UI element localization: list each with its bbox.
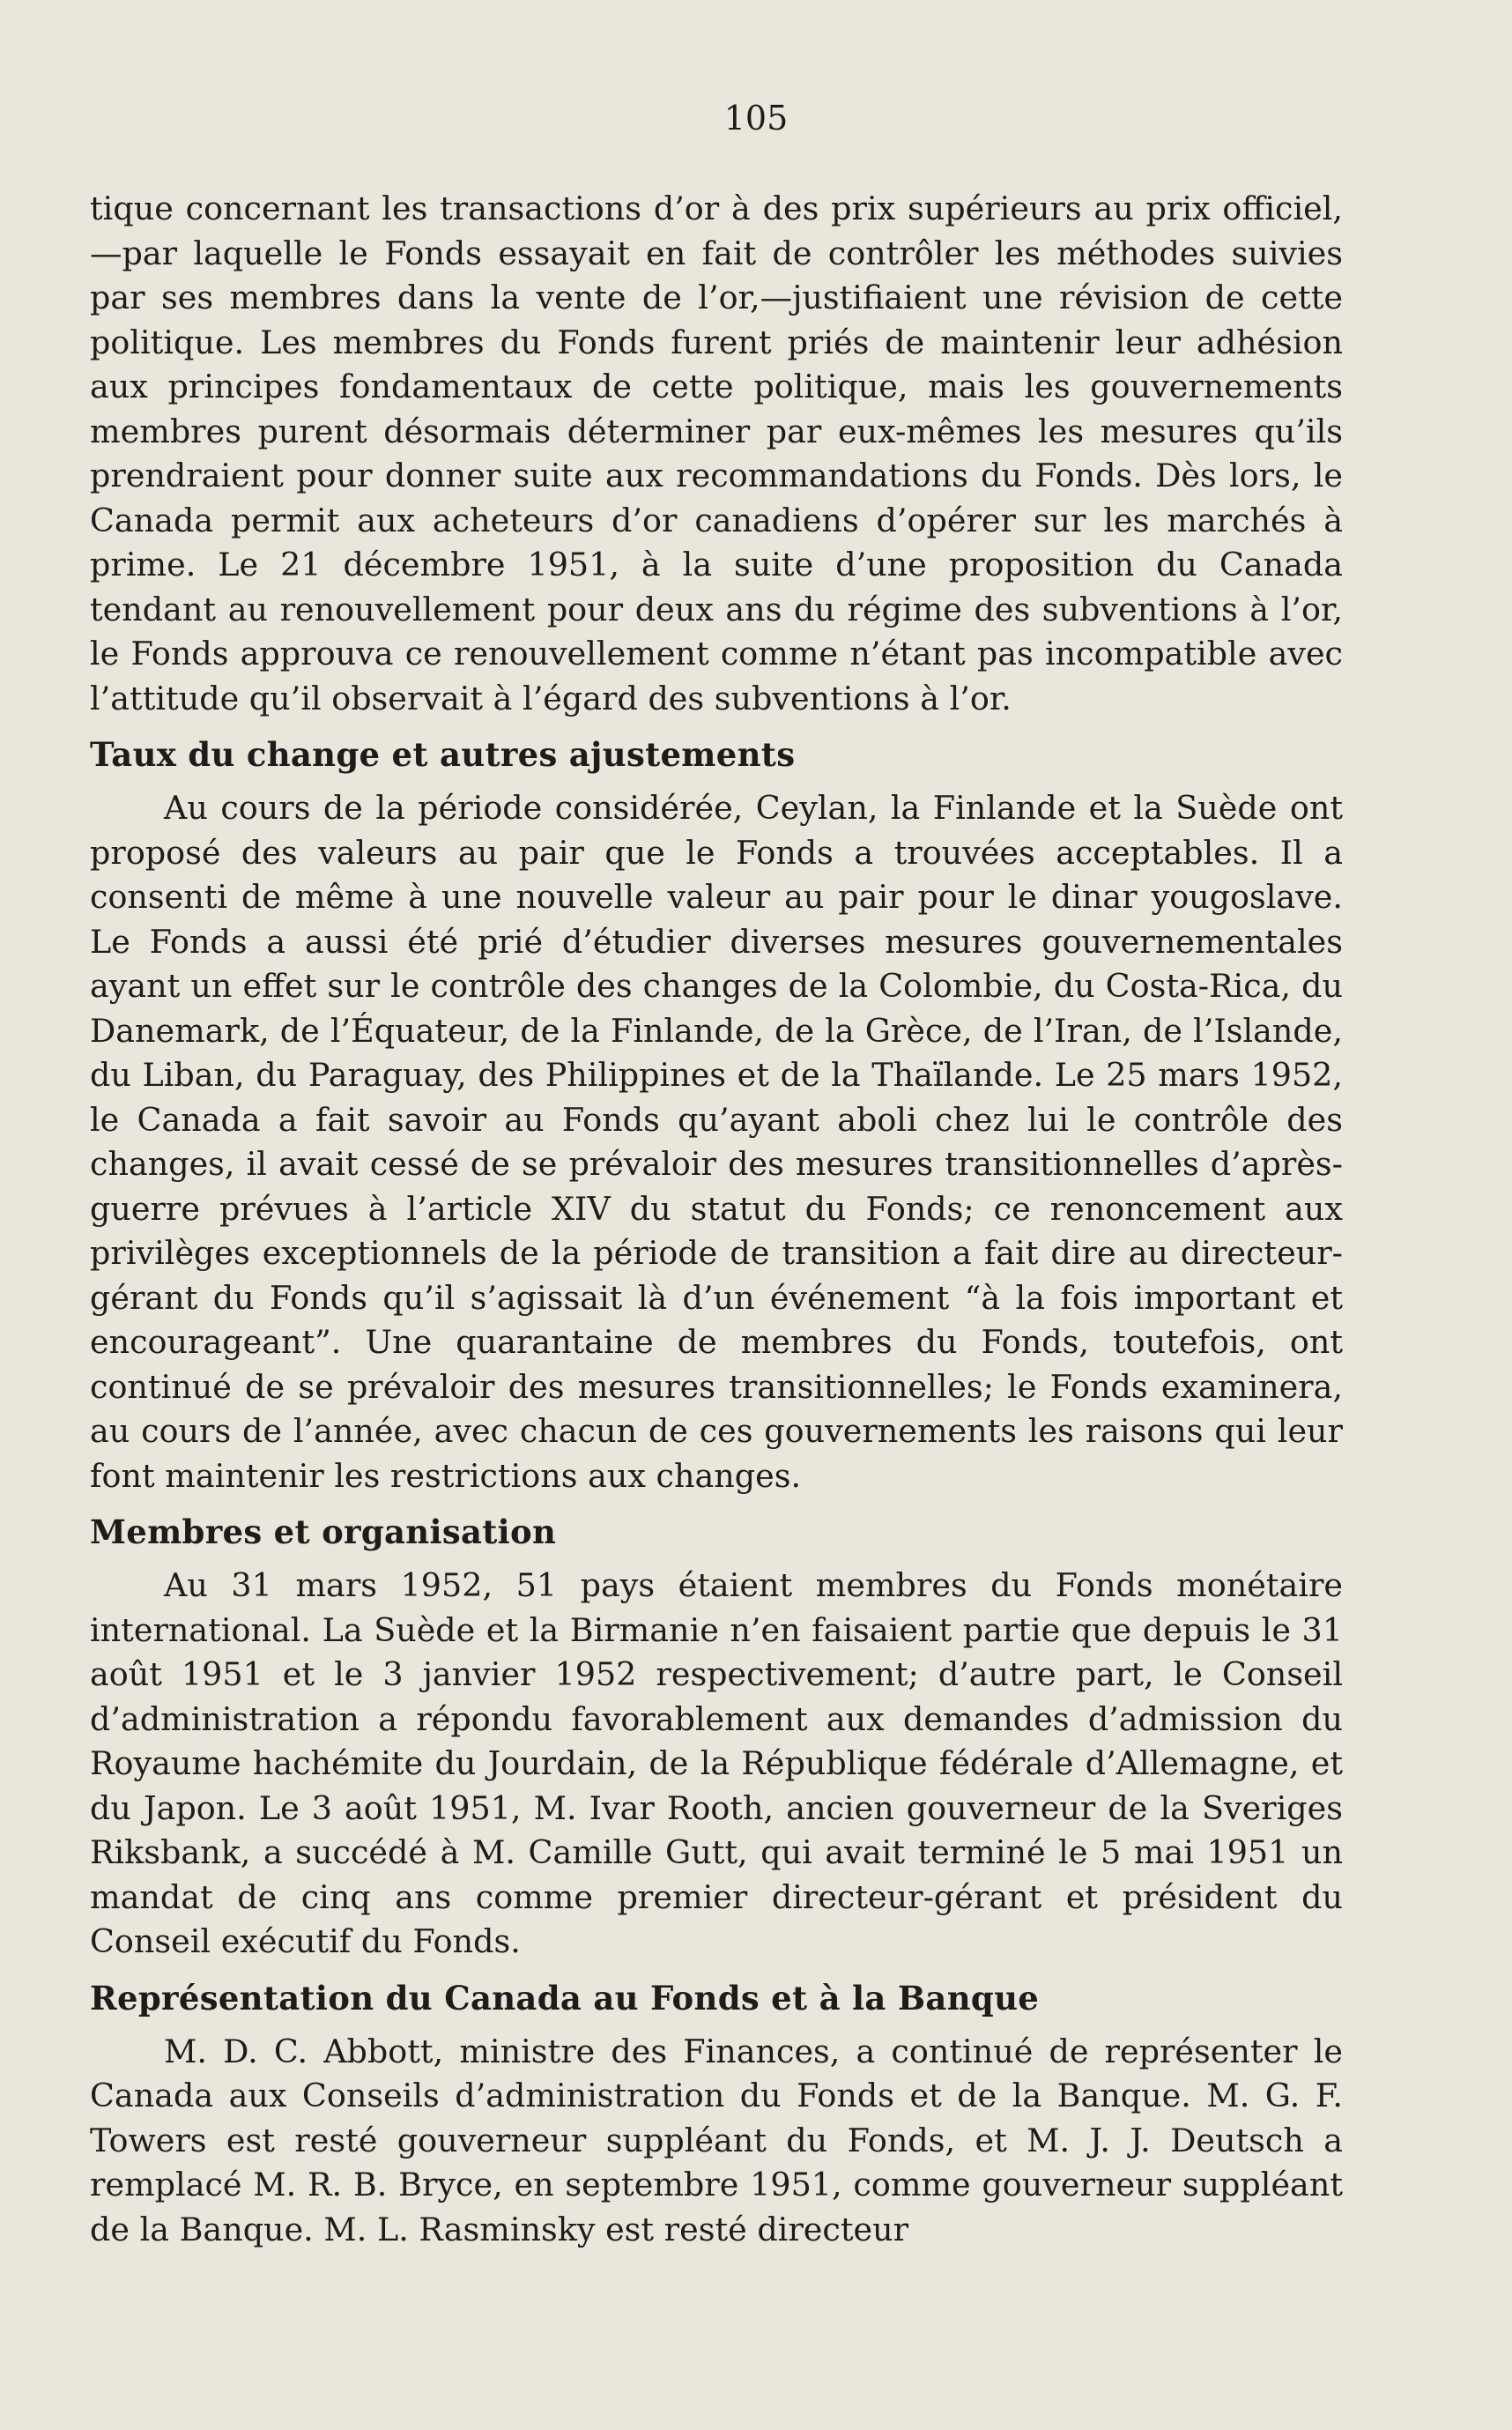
page-number: 105 bbox=[723, 99, 789, 137]
paragraph-canada-representation: M. D. C. Abbott, ministre des Finances, a continué de représenter le Canada aux Conseils d’administration du Fonds et de la Banque. M. G. F. Towers est resté gouverneur suppléant du Fonds, et M. J. J. Deutsch a remplacé M. R. B. Bryce, en septembre 1951, comme gouverneur suppléant de la Banque. M. L. Rasminsky est resté directeur bbox=[90, 2032, 1343, 2248]
paragraph-exchange-rates: Au cours de la période considérée, Ceylan, la Finlande et la Suède ont proposé des valeurs au pair que le Fonds a trouvées acceptables. Il a consenti de même à une nouvelle valeur au pair pour le dinar yougoslave. Le Fonds a aussi été prié d’étudier diverses mesures gouvernementales ayant un effet sur le contrôle des changes de la Colombie, du Costa-Rica, du Danemark, de l’Équateur, de la Finlande, de la Grèce, de l’Iran, de l’Islande, du Liban, du Paraguay, des Philippines et de la Thaïlande. Le 25 mars 1952, le Canada a fait savoir au Fonds qu’ayant aboli chez lui le contrôle des changes, il avait cessé de se prévaloir des mesures transitionnelles d’après-guerre prévues à l’article XIV du statut du Fonds; ce renoncement aux privilèges exceptionnels de la période de transition a fait dire au directeur-gérant du Fonds qu’il s’agissait là d’un événement “à la fois important et encourageant”. Une quarantaine de membres du Fonds, toutefois, ont continué de se prévaloir des mesures transitionnelles; le Fonds examinera, au cours de l’année, avec chacun de ces gouvernements les raisons qui leur font maintenir les restrictions aux changes. bbox=[90, 789, 1343, 1495]
page-body bbox=[90, 187, 1343, 2252]
section-heading-canada-representation: Représentation du Canada au Fonds et à la Banque bbox=[90, 1978, 1040, 2018]
paragraph-gold-policy: tique concernant les transactions d’or à des prix supérieurs au prix officiel,—par laquelle le Fonds essayait en fait de contrôler les méthodes suivies par ses membres dans la vente de l’or,—justifiaient une révision de cette politique. Les membres du Fonds furent priés de maintenir leur adhésion aux principes fondamentaux de cette politique, mais les gouvernements membres purent désormais déterminer par eux-mêmes les mesures qu’ils prendraient pour donner suite aux recommandations du Fonds. Dès lors, le Canada permit aux acheteurs d’or canadiens d’opérer sur les marchés à prime. Le 21 décembre 1951, à la suite d’une proposition du Canada tendant au renouvellement pour deux ans du régime des subventions à l’or, le Fonds approuva ce renouvellement comme n’étant pas incompatible avec l’attitude qu’il observait à l’égard des subventions à l’or. bbox=[90, 189, 1343, 717]
section-heading-members: Membres et organisation bbox=[90, 1512, 557, 1551]
paragraph-members: Au 31 mars 1952, 51 pays étaient membres du Fonds monétaire international. La Suède et la Birmanie n’en faisaient partie que depuis le 31 août 1951 et le 3 janvier 1952 respectivement; d’autre part, le Conseil d’administration a répondu favorablement aux demandes d’admission du Royaume hachémite du Jourdain, de la République fédérale d’Allemagne, et du Japon. Le 3 août 1951, M. Ivar Rooth, ancien gouverneur de la Sveriges Riksbank, a succédé à M. Camille Gutt, qui avait terminé le 5 mai 1951 un mandat de cinq ans comme premier directeur-gérant et président du Conseil exécutif du Fonds. bbox=[90, 1566, 1343, 1960]
section-heading-exchange-rates: Taux du change et autres ajustements bbox=[90, 735, 796, 774]
